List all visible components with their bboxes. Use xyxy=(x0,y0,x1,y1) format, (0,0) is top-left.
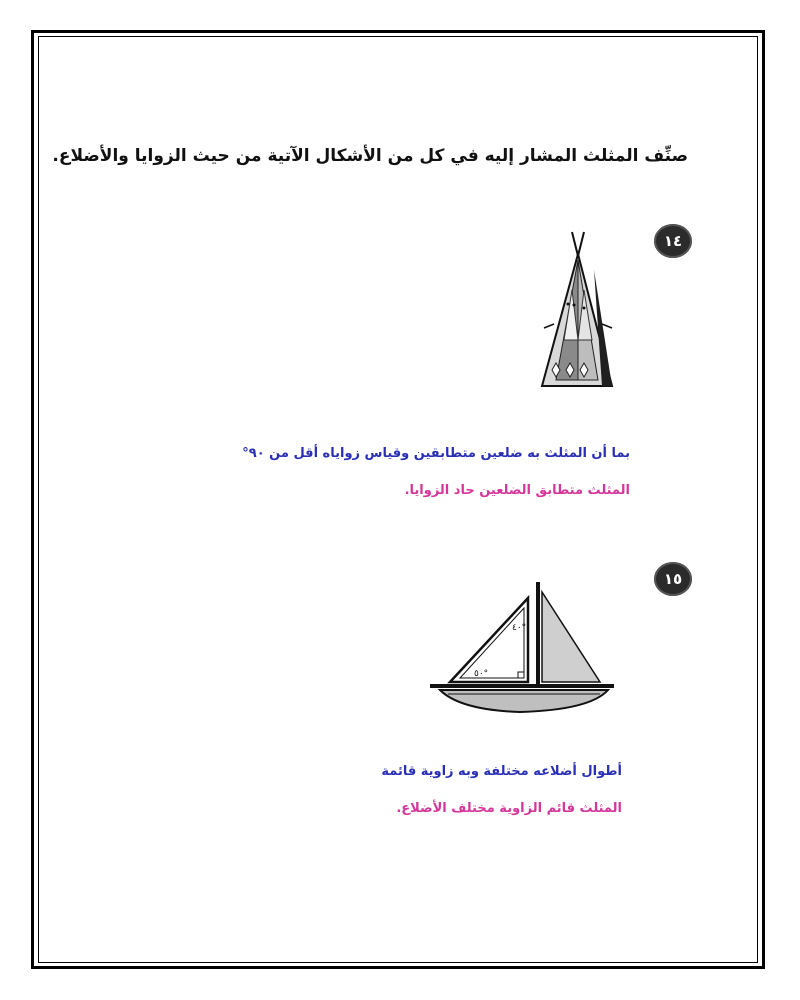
page-inner-border xyxy=(38,36,758,963)
problem-number-badge: ١٥ xyxy=(654,562,692,596)
problem-14-reason: بما أن المثلث به ضلعين متطابقين وقياس زواياه أقل من ٩٠° xyxy=(242,446,630,461)
sailboat-triangle-icon xyxy=(420,578,620,718)
problem-14-answer: المثلث متطابق الضلعين حاد الزوايا. xyxy=(404,483,630,498)
instruction-text: صنِّف المثلث المشار إليه في كل من الأشكال الآتية من حيث الزوايا والأضلاع. xyxy=(52,146,688,166)
angle-label: ٥٠° xyxy=(474,669,489,679)
angle-label: ٤٠° xyxy=(512,623,527,633)
problem-number-badge: ١٤ xyxy=(654,224,692,258)
problem-15-reason: أطوال أضلاعه مختلفة وبه زاوية قائمة xyxy=(381,764,622,779)
tent-triangle-icon xyxy=(528,230,624,390)
problem-15-answer: المثلث قائم الزاوية مختلف الأضلاع. xyxy=(396,801,622,816)
